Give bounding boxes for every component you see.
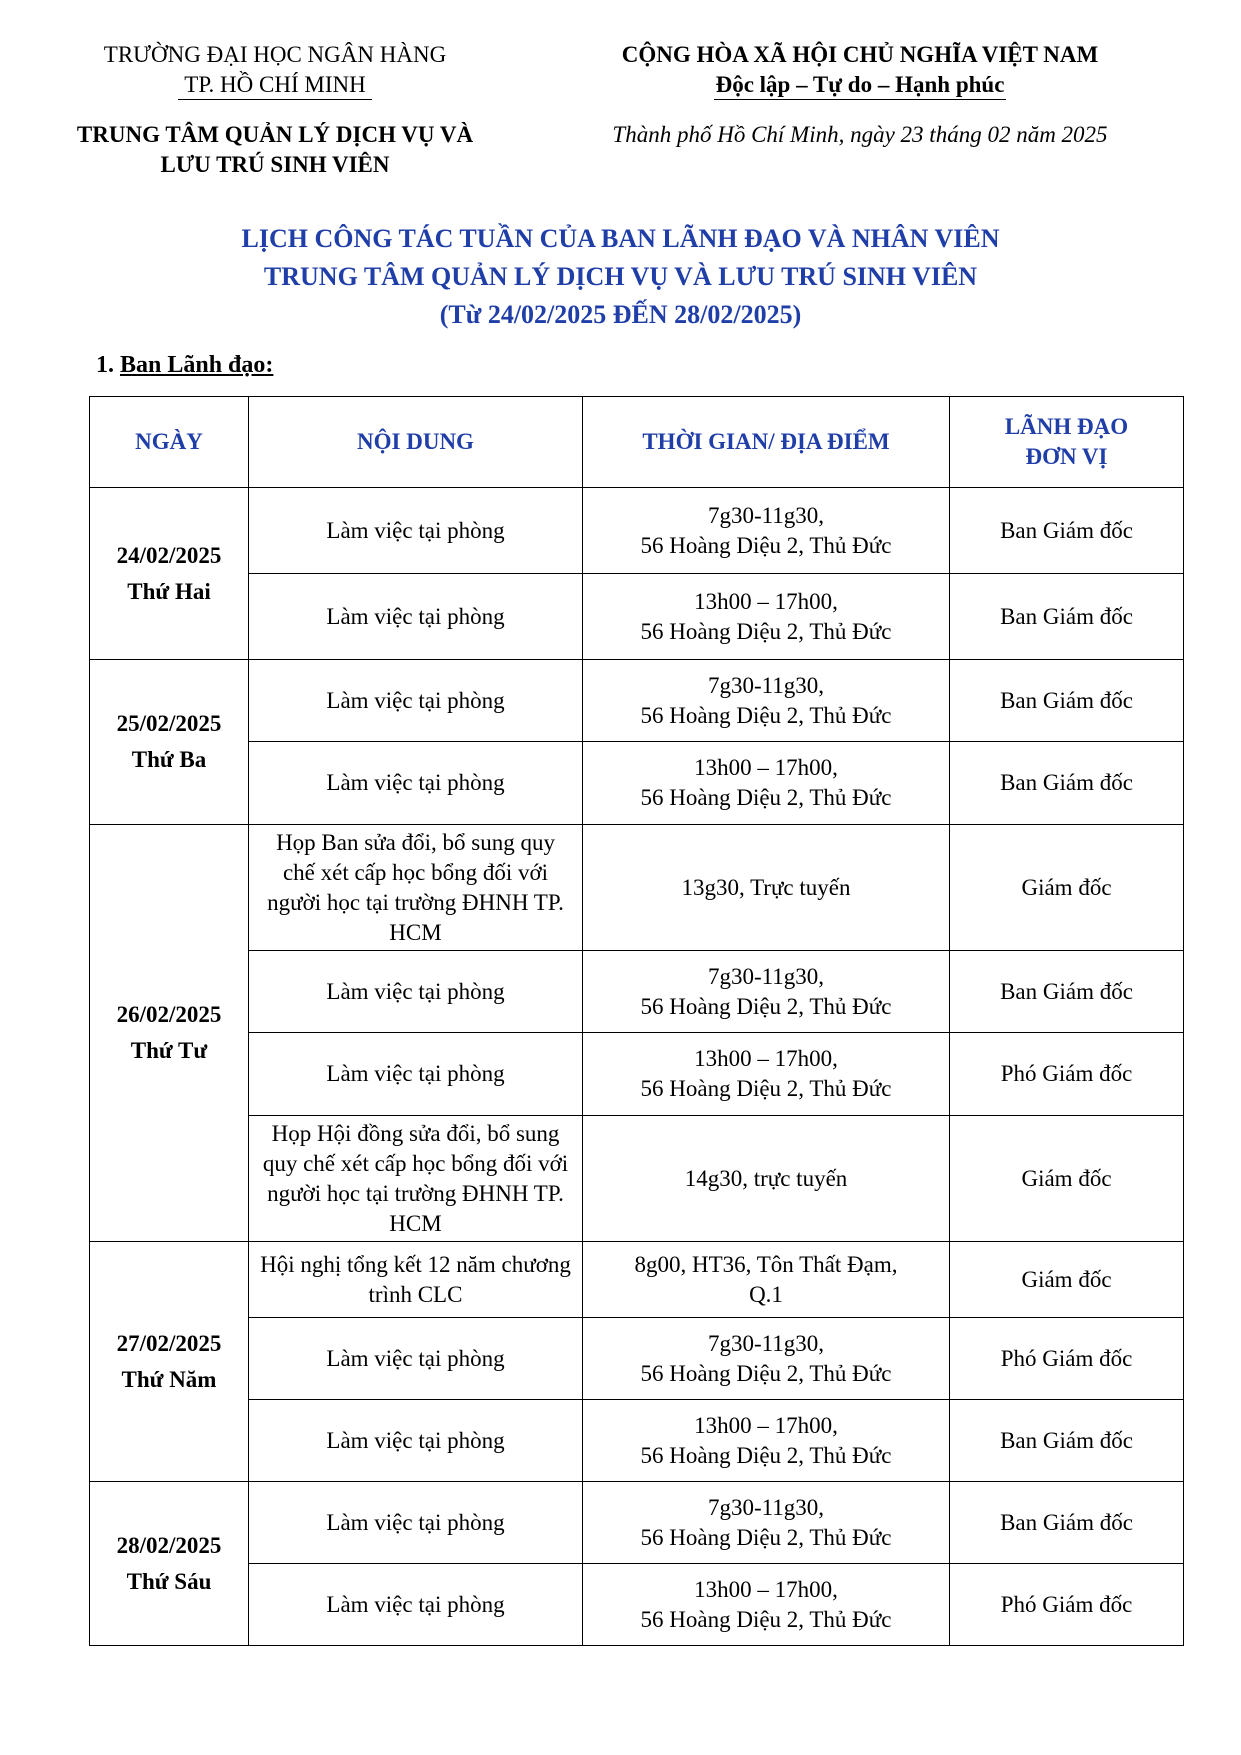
time-text: 14g30, trực tuyến [684, 1165, 848, 1191]
leader-cell: Giám đốc [950, 1116, 1184, 1242]
title-line1: LỊCH CÔNG TÁC TUẦN CỦA BAN LÃNH ĐẠO VÀ NHÂN VIÊN [241, 224, 1000, 253]
title-line3: (Từ 24/02/2025 ĐẾN 28/02/2025) [439, 300, 802, 329]
content-cell: Làm việc tại phòng [249, 574, 583, 660]
day-date: 26/02/2025 [116, 1002, 222, 1027]
title-line2: TRUNG TÂM QUẢN LÝ DỊCH VỤ VÀ LƯU TRÚ SINH VIÊN [263, 262, 978, 291]
day-cell [90, 488, 249, 660]
place-text: 56 Hoàng Diệu 2, Thủ Đức [640, 702, 892, 728]
leader-cell: Ban Giám đốc [950, 488, 1184, 574]
table-row [90, 1482, 1184, 1564]
time-place-cell [583, 1482, 950, 1564]
place-text: 56 Hoàng Diệu 2, Thủ Đức [640, 1524, 892, 1550]
table-header-row [90, 397, 1184, 488]
section-text: Ban Lãnh đạo: [120, 352, 274, 378]
content-cell: Làm việc tại phòng [249, 1318, 583, 1400]
table-row [90, 1318, 1184, 1400]
place-text: 56 Hoàng Diệu 2, Thủ Đức [640, 1076, 892, 1101]
unit-name-line1: TRUNG TÂM QUẢN LÝ DỊCH VỤ VÀ [76, 122, 474, 147]
content-cell: Hội nghị tổng kết 12 năm chương trình CLC [249, 1242, 583, 1318]
content-cell: Làm việc tại phòng [249, 488, 583, 574]
time-text: 13h00 – 17h00, [694, 1576, 838, 1602]
time-place-cell [583, 825, 950, 951]
time-place-cell [583, 1564, 950, 1646]
header-right [560, 40, 1160, 150]
content-cell: Làm việc tại phòng [249, 1482, 583, 1564]
time-place-cell [583, 1033, 950, 1116]
content-cell: Làm việc tại phòng [249, 1033, 583, 1116]
day-date: 25/02/2025 [116, 711, 222, 736]
day-cell [90, 825, 249, 1242]
document-date: Thành phố Hồ Chí Minh, ngày 23 tháng 02 năm 2025 [612, 122, 1108, 147]
day-weekday: Thứ Hai [127, 578, 211, 604]
time-place-cell [583, 1116, 950, 1242]
time-text: 13h00 – 17h00, [694, 755, 838, 780]
time-text: 7g30-11g30, [707, 672, 825, 698]
unit-name-line2: LƯU TRÚ SINH VIÊN [160, 152, 390, 177]
national-motto: Độc lập – Tự do – Hạnh phúc [714, 71, 1007, 100]
time-place-cell [583, 951, 950, 1033]
table-row [90, 1116, 1184, 1242]
leader-cell: Phó Giám đốc [950, 1318, 1184, 1400]
day-cell [90, 1482, 249, 1646]
day-weekday: Thứ Năm [121, 1366, 217, 1392]
place-text: Q.1 [749, 1281, 783, 1307]
time-text: 7g30-11g30, [707, 1494, 825, 1520]
day-weekday: Thứ Tư [130, 1038, 208, 1063]
header-time-place: THỜI GIAN/ ĐỊA ĐIỂM [583, 397, 950, 488]
content-cell: Làm việc tại phòng [249, 742, 583, 825]
day-date: 27/02/2025 [116, 1330, 222, 1356]
header-leader-line2: ĐƠN VỊ [1025, 444, 1108, 469]
time-place-cell [583, 574, 950, 660]
day-date: 28/02/2025 [116, 1532, 222, 1558]
content-cell: Làm việc tại phòng [249, 1564, 583, 1646]
time-place-cell [583, 742, 950, 825]
table-row [90, 825, 1184, 951]
time-text: 13h00 – 17h00, [694, 1412, 838, 1438]
content-cell: Họp Ban sửa đổi, bổ sung quy chế xét cấp học bổng đối với người học tại trường ĐHNH TP. HCM [249, 825, 583, 951]
time-text: 7g30-11g30, [707, 1330, 825, 1356]
time-place-cell [583, 488, 950, 574]
time-place-cell [583, 1400, 950, 1482]
table-row [90, 1564, 1184, 1646]
table-row [90, 951, 1184, 1033]
leader-cell: Phó Giám đốc [950, 1564, 1184, 1646]
table-row [90, 488, 1184, 574]
table-row [90, 742, 1184, 825]
leader-cell: Giám đốc [950, 825, 1184, 951]
header-day: NGÀY [90, 397, 249, 488]
table-row [90, 1400, 1184, 1482]
table-row [90, 574, 1184, 660]
time-place-cell [583, 1318, 950, 1400]
day-cell [90, 660, 249, 825]
leader-cell: Phó Giám đốc [950, 1033, 1184, 1116]
day-date: 24/02/2025 [116, 542, 222, 568]
university-city: TP. HỒ CHÍ MINH [178, 71, 371, 100]
header-content: NỘI DUNG [249, 397, 583, 488]
place-text: 56 Hoàng Diệu 2, Thủ Đức [640, 1442, 892, 1468]
leader-cell: Giám đốc [950, 1242, 1184, 1318]
leader-cell: Ban Giám đốc [950, 1400, 1184, 1482]
section-heading [96, 350, 273, 380]
day-weekday: Thứ Sáu [126, 1568, 212, 1594]
leader-cell: Ban Giám đốc [950, 1482, 1184, 1564]
header-leader [950, 397, 1184, 488]
leader-cell: Ban Giám đốc [950, 742, 1184, 825]
place-text: 56 Hoàng Diệu 2, Thủ Đức [640, 618, 892, 644]
unit-name [40, 120, 510, 180]
leader-cell: Ban Giám đốc [950, 660, 1184, 742]
time-text: 7g30-11g30, [707, 963, 825, 989]
place-text: 56 Hoàng Diệu 2, Thủ Đức [640, 993, 892, 1019]
university-name: TRƯỜNG ĐẠI HỌC NGÂN HÀNG [103, 42, 447, 67]
table-row [90, 660, 1184, 742]
time-place-cell [583, 1242, 950, 1318]
place-text: 56 Hoàng Diệu 2, Thủ Đức [640, 532, 892, 558]
place-text: 56 Hoàng Diệu 2, Thủ Đức [640, 1360, 892, 1386]
time-text: 13g30, Trực tuyến [681, 874, 851, 900]
time-text: 13h00 – 17h00, [694, 588, 838, 614]
day-cell [90, 1242, 249, 1482]
document-title [60, 220, 1181, 334]
day-weekday: Thứ Ba [131, 747, 207, 772]
time-text: 7g30-11g30, [707, 502, 825, 528]
time-text: 13h00 – 17h00, [694, 1046, 838, 1071]
content-cell: Họp Hội đồng sửa đổi, bổ sung quy chế xét cấp học bổng đối với người học tại trường ĐHNH TP. HCM [249, 1116, 583, 1242]
table-row [90, 1033, 1184, 1116]
content-cell: Làm việc tại phòng [249, 951, 583, 1033]
leader-cell: Ban Giám đốc [950, 574, 1184, 660]
schedule-table [89, 396, 1184, 1646]
content-cell: Làm việc tại phòng [249, 1400, 583, 1482]
time-place-cell [583, 660, 950, 742]
place-text: 56 Hoàng Diệu 2, Thủ Đức [640, 785, 892, 810]
section-number: 1. [96, 352, 114, 378]
header-leader-line1: LÃNH ĐẠO [1004, 414, 1129, 439]
header-left [40, 40, 510, 180]
time-text: 8g00, HT36, Tôn Thất Đạm, [634, 1251, 898, 1277]
content-cell: Làm việc tại phòng [249, 660, 583, 742]
table-row [90, 1242, 1184, 1318]
place-text: 56 Hoàng Diệu 2, Thủ Đức [640, 1606, 892, 1632]
leader-cell: Ban Giám đốc [950, 951, 1184, 1033]
national-title: CỘNG HÒA XÃ HỘI CHỦ NGHĨA VIỆT NAM [621, 42, 1099, 67]
